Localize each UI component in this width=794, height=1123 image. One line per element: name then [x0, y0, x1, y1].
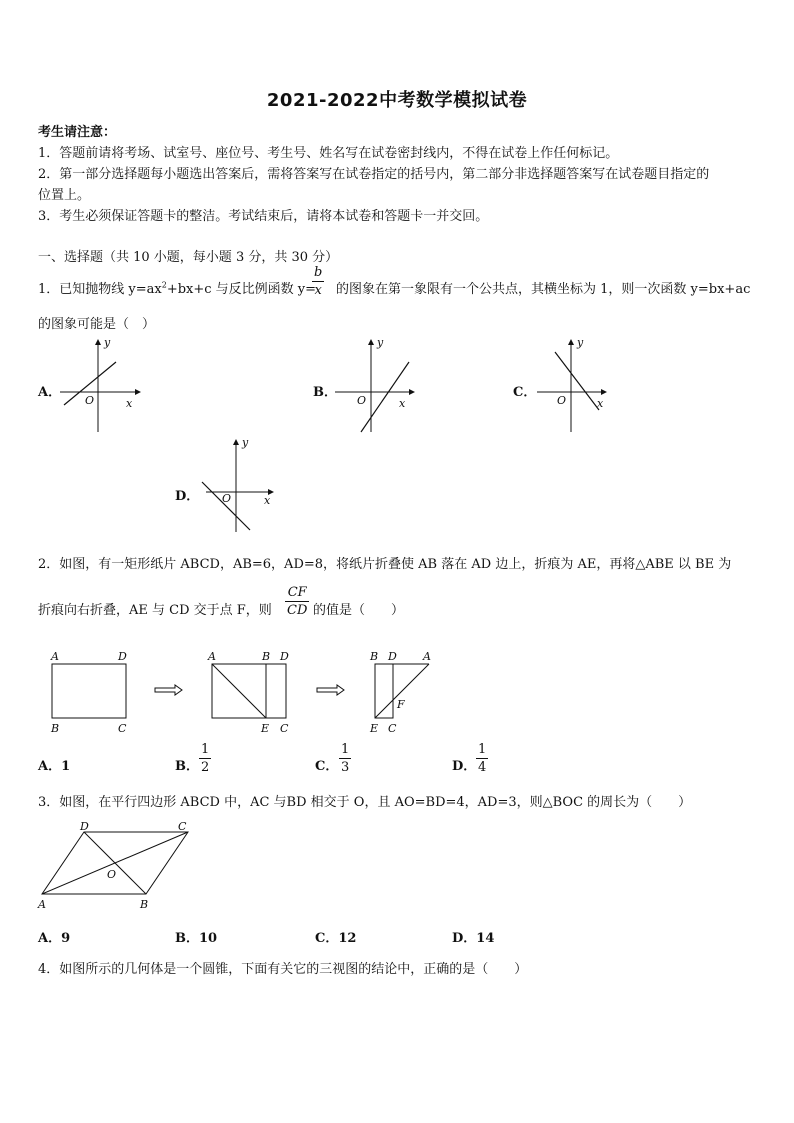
q3-option-d: D．14: [452, 931, 495, 946]
svg-text:A: A: [51, 650, 59, 663]
svg-text:C: C: [388, 722, 397, 735]
notice-heading: 考生请注意：: [38, 125, 117, 140]
notice-item-2: 2．第一部分选择题每小题选出答案后，需将答案写在试卷指定的括号内，第二部分非选择题答案写在试卷题目指定的: [38, 167, 710, 182]
svg-text:A: A: [208, 650, 216, 663]
svg-text:y: y: [104, 336, 111, 349]
svg-text:O: O: [357, 394, 367, 407]
notice-item-3: 3．考生必须保证答题卡的整洁。考试结束后，请将本试卷和答题卡一并交回。: [38, 209, 489, 224]
svg-text:B: B: [262, 650, 271, 663]
svg-text:x: x: [399, 397, 406, 410]
q1-text: 1．已知抛物线 $y=ax^2+bx+c$ 与反比例函数 y=: [38, 280, 317, 297]
q2-option-c-fraction: 1 3: [341, 742, 350, 775]
q1-graph-b: [333, 336, 423, 435]
svg-text:B: B: [370, 650, 379, 663]
q2-option-d: D．: [452, 759, 477, 774]
section-heading: 一、选择题（共 10 小题，每小题 3 分，共 30 分）: [38, 250, 339, 265]
svg-text:x: x: [264, 494, 271, 507]
svg-text:B: B: [51, 722, 60, 735]
svg-text:A: A: [423, 650, 431, 663]
q1-graph-d: [198, 436, 288, 535]
svg-text:C: C: [280, 722, 289, 735]
svg-text:D: D: [80, 820, 89, 833]
q2-text-cont: 折痕向右折叠，AE 与 CD 交于点 F，则: [38, 603, 272, 618]
q1-text-cont: 的图象在第一象限有一个公共点，其横坐标为 1，则一次函数 y=bx+ac: [336, 282, 751, 297]
svg-text:D: D: [280, 650, 289, 663]
svg-text:O: O: [557, 394, 567, 407]
q1-option-a: A．: [38, 385, 62, 400]
q3-option-b: B．10: [175, 931, 218, 946]
q2-option-d-fraction: 1 4: [478, 742, 487, 775]
svg-text:C: C: [178, 820, 187, 833]
svg-text:O: O: [222, 492, 232, 505]
q1-option-d: D．: [175, 489, 200, 504]
q2-text: 2．如图，有一矩形纸片 ABCD，AB=6，AD=8，将纸片折叠使 AB 落在 AD 边上，折痕为 AE，再将△ABE 以 BE 为: [38, 557, 732, 572]
svg-text:y: y: [377, 336, 384, 349]
q2-option-a: A．1: [38, 759, 71, 774]
q2-option-b-fraction: 1 2: [201, 742, 210, 775]
q3-option-c: C．12: [315, 931, 357, 946]
q1-graph-c: [533, 336, 623, 435]
q2-option-c: C．: [315, 759, 339, 774]
q3-parallelogram-figure: [38, 818, 198, 913]
q3-option-a: A．9: [38, 931, 71, 946]
q2-option-b: B．: [175, 759, 199, 774]
svg-text:E: E: [370, 722, 379, 735]
svg-text:D: D: [388, 650, 397, 663]
svg-text:O: O: [85, 394, 95, 407]
svg-text:x: x: [126, 397, 133, 410]
svg-text:F: F: [397, 698, 405, 711]
q1-option-c: C．: [513, 385, 537, 400]
svg-text:y: y: [577, 336, 584, 349]
svg-text:y: y: [242, 436, 249, 449]
q1-text-end: 的图象可能是（ ）: [38, 317, 156, 332]
q2-fraction: CF CD: [287, 585, 308, 618]
svg-text:E: E: [261, 722, 270, 735]
svg-text:O: O: [107, 868, 117, 881]
svg-text:A: A: [38, 898, 46, 911]
svg-text:C: C: [118, 722, 127, 735]
svg-text:x: x: [597, 397, 604, 410]
q1-graph-a: [60, 336, 150, 435]
q2-figure: [45, 648, 445, 738]
svg-text:B: B: [140, 898, 149, 911]
q4-text: 4．如图所示的几何体是一个圆锥，下面有关它的三视图的结论中，正确的是（ ）: [38, 962, 528, 977]
notice-item-2-cont: 位置上。: [38, 188, 91, 203]
notice-item-1: 1．答题前请将考场、试室号、座位号、考生号、姓名写在试卷密封线内，不得在试卷上作任何标记。: [38, 146, 619, 161]
q1-option-b: B．: [313, 385, 337, 400]
q1-fraction: b x: [314, 265, 323, 298]
q2-text-end: 的值是（ ）: [313, 603, 405, 618]
page-title: 2021-2022中考数学模拟试卷: [266, 90, 528, 111]
svg-text:D: D: [118, 650, 127, 663]
q3-text: 3．如图，在平行四边形 ABCD 中，AC 与BD 相交于 O，且 AO=BD=4，AD=3，则△BOC 的周长为（ ）: [38, 795, 692, 810]
